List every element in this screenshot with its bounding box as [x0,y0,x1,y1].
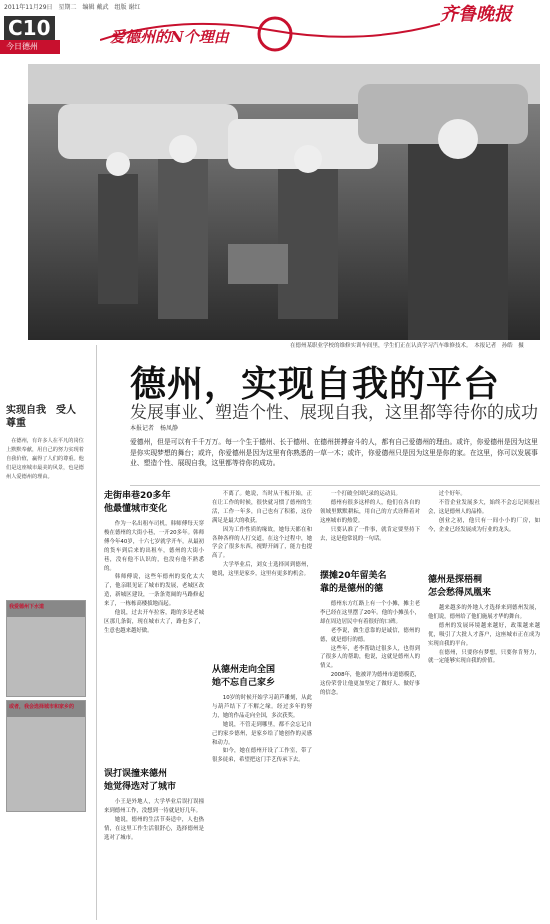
sidebar-title: 实现自我 受人尊重 [6,405,76,429]
column-4 [428,490,540,535]
paragraph: 一个打破全国纪录的运动员。 [330,491,401,497]
col3-body [320,490,420,543]
paragraph: 大学毕业后，刘女士选择回到德州，她说，这里是家乡，这里有更多的机会。 [212,562,312,578]
sidebar-body: 在德州，有许多人在平凡的岗位上默默奉献，用自己的努力实现着自我价值，赢得了人们的尊重。他们是这座城市最美的风景，也是德州人爱德州的理由。 [6,438,84,480]
col1-subtitle-c: 误打误撞来德州 [104,769,168,779]
paragraph: 这些年，老李帮助过很多人，也得到了很多人的帮助，他说，这就是德州人的情义。 [320,645,420,670]
thumbnail-2 [6,700,86,812]
column-2 [212,490,312,579]
paragraph: 如今，她在德州开设了工作室，带了很多徒弟，希望把这门手艺传承下去。 [212,748,312,764]
column-4b [428,574,540,666]
col1-subtitle-d: 她觉得选对了城市 [104,782,177,792]
main-photo [28,64,540,340]
paragraph: 创业之初，他只有一间小小的厂房，如今，企业已经发展成为行业的龙头。 [428,517,540,533]
col2-subtitle-b: 她不忘自己家乡 [212,678,276,688]
column-3b [320,570,420,698]
page-number: C10 [4,16,55,40]
col4-subtitle-a: 德州是探梧桐 [428,575,483,585]
paragraph: 老李说，做生意靠的是诚信，德州的德，就是德行的德。 [320,627,420,643]
column-1 [104,490,204,636]
paragraph: 因为工作性质的缘故，她每天都在和各种各样的人打交道，在这个过程中，她学会了很多东西，视野开阔了，能力也提高了。 [212,526,312,560]
column-1b [104,768,204,843]
paragraph: 小王是外地人，大学毕业后误打误撞来到德州工作，没想到一待就是好几年。 [104,799,204,814]
paragraph: 10岁的时候开始学习葫芦雕刻，从此与葫芦结下了不解之缘。经过多年的努力，她的作品走向全国，多次获奖。 [212,695,312,719]
col1-subtitle-b: 他最懂城市变化 [104,504,168,514]
paragraph: 在德州，只要你有梦想，只要你肯努力，就一定能够实现自我的价值。 [428,649,540,665]
paragraph: 只要认准了一件事，就肯定要坚持下去，这是他常说的一句话。 [320,526,420,542]
col3-subtitle-a: 摆摊20年留美名 [320,571,387,581]
lead-divider [130,485,540,486]
masthead-logo: 齐鲁晚报 [440,4,512,25]
paragraph: 2008年，他被评为德州市道德模范，这份荣誉让他更加坚定了做好人、做好事的信念。 [320,672,420,697]
paragraph: 她说，德州的生活节奏适中，人也热情，在这里工作生活很舒心，选择德州是选对了城市。 [104,816,204,841]
col3-subtitle-b: 靠的是德州的德 [320,584,384,594]
paragraph: 德州东方红路上有一个小摊，摊主老李已经在这里摆了20年。他的小摊虽小，却在周边居民中有着很好的口碑。 [320,601,420,625]
col1-subtitle-a: 走街串巷20多年 [104,491,171,501]
thumbnail-2-label: 或者，我会选择城市和家乡的 [7,701,85,717]
paragraph: 德州的发展环境越来越好，政策越来越优，吸引了大批人才落户，这座城市正在成为实现自我的平台。 [428,622,540,647]
col4-body2 [428,604,540,666]
col1-body2 [104,798,204,843]
paragraph: 她说，不管走到哪里，都不会忘记自己的家乡德州，是家乡给了她创作的灵感和动力。 [212,721,312,746]
thumbnail-1-label: 我爱德州下水道 [7,601,85,617]
photo-caption: 在德州某职业学校的维修实训车间里，学生们正在认真学习汽车维修技术。 本报记者 孙皓 摄 [290,343,524,349]
paragraph: 他说，过去开车拉客，跑的多是老城区那几条街，现在城市大了，路也多了，生意也越来越好做。 [104,610,204,634]
photo-illustration [28,64,540,340]
thumbnail-1 [6,600,86,697]
col3-body2 [320,600,420,698]
paragraph: 不离了。她说，当时从干板开始，正在让工作的时候，很快就习惯了德州的生活，工作一年多，自己也有了积蓄，这份满足是最大的收获。 [212,491,312,524]
column-2b [212,664,312,765]
paragraph: 不管企业发展多大，始终不会忘记回报社会，这是德州人的品格。 [428,499,540,515]
header-dateline: 2011年11月29日 星期二 编辑 戴武 组版 谢红 [4,4,141,11]
section-label: 今日德州 [0,40,60,54]
article-subhead: 发展事业、塑造个性、展现自我，这里都等待你的成功 [130,403,538,423]
col2-body2 [212,694,312,765]
col2-body [212,490,312,579]
article-headline: 德州，实现自我的平台 [130,364,501,405]
column-3 [320,490,420,543]
article-lead: 爱德州，但是可以有千千万万。每一个生于德州、长于德州、在德州拼搏奋斗的人，都有自己爱德州的理由。或许，你爱德州是因为这里是你实现梦想的舞台；或许，你爱德州是因为这里有你熟悉的一草一木；或许，你爱德州只是因为这里是你的家。在这里，你可以发展事业、塑造个性、展现自我，这里都等待你的成功。 [130,438,538,467]
banner [100,6,440,56]
paragraph: 作为一名出租车司机，韩师傅每天穿梭在德州的大街小巷，一开20多年。韩师傅今年40岁，十六七岁就学开车，从最初的货车到后来的出租车，德州的大街小巷，没有他不认识的，也没有他不熟悉的。 [104,521,204,572]
paragraph: 过个好年。 [438,491,466,497]
paragraph: 韩师傅说，这些年德州的变化太大了，他亲眼见证了城市的发展，老城区改造，新城区建设，一条条宽阔的马路修起来了，一栋栋高楼拔地而起。 [104,574,204,608]
banner-title: 爱德州的N个理由 [110,28,229,46]
col4-body [428,490,540,535]
article-byline: 本报记者 杨凤静 [130,425,179,432]
col4-subtitle-b: 怎会愁得凤凰来 [428,588,492,598]
sidebar-divider [96,345,97,920]
col1-body [104,520,204,636]
paragraph: 德州有很多这样的人，他们在各自的领域里默默耕耘，用自己的方式诠释着对这座城市的热爱。 [320,499,420,524]
paragraph: 越来越多的外地人才选择来到德州发展，他们说，德州给了他们施展才华的舞台。 [428,605,540,620]
col2-subtitle-a: 从德州走向全国 [212,665,276,675]
